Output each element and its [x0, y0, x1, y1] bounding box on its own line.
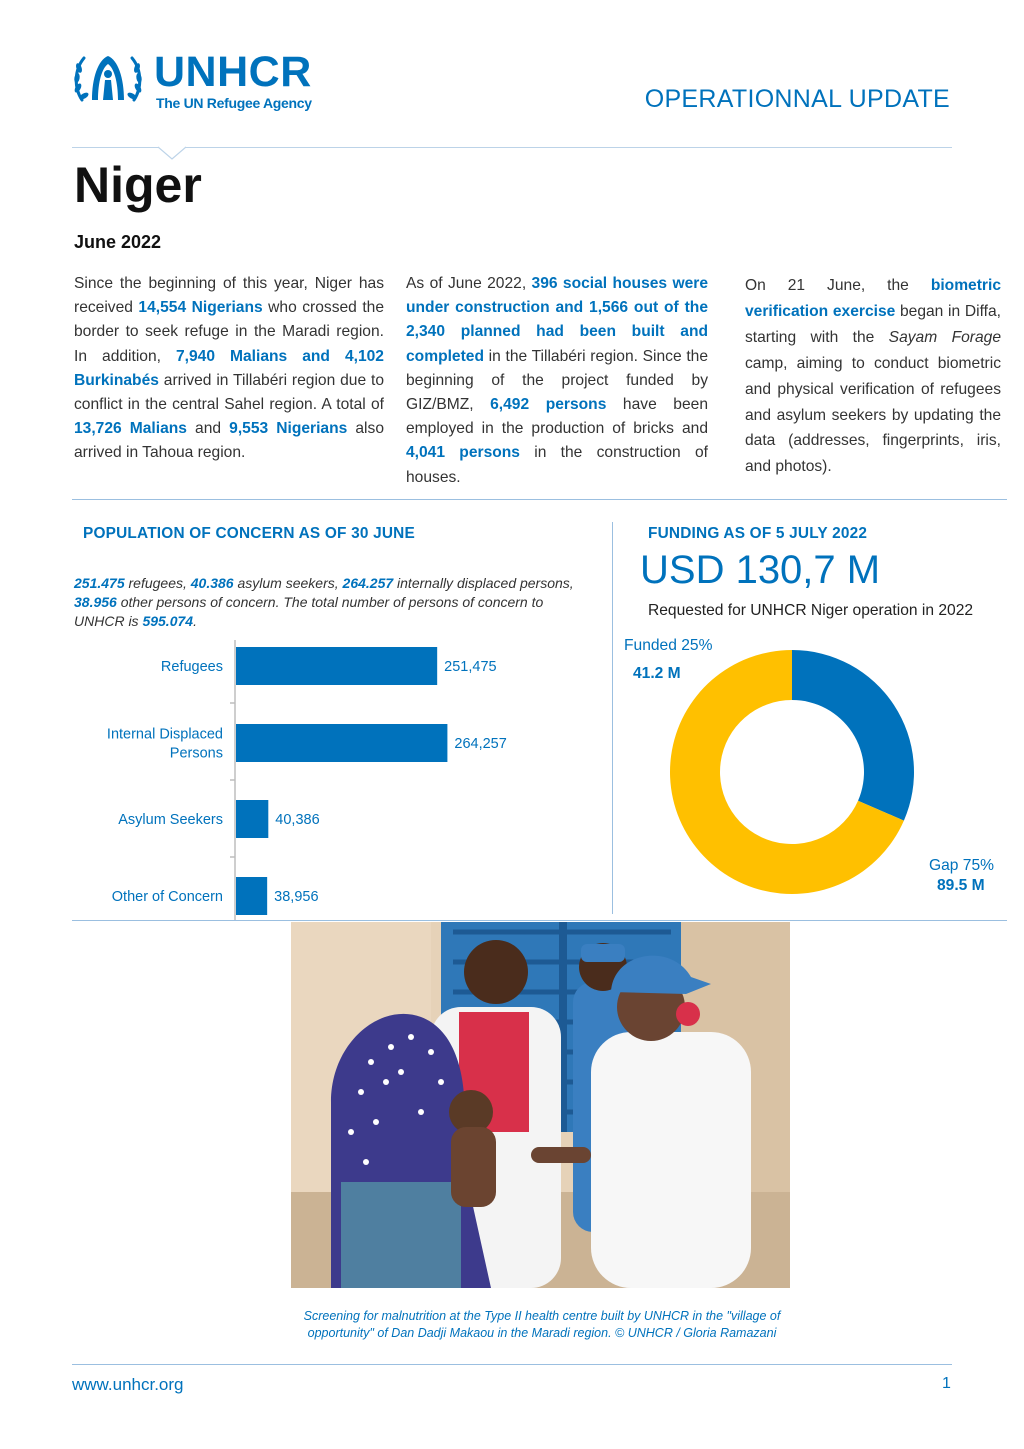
photo-caption: Screening for malnutrition at the Type II health centre built by UNHCR in the "village of opportunity" of Dan Dadji Makaou in the Maradi region. © UNHCR / Gloria Ramazani [303, 1309, 781, 1340]
text-run: asylum seekers, [233, 575, 343, 591]
text-run: began in Diffa, starting with the [745, 302, 1001, 346]
bar-value-label: 40,386 [275, 812, 320, 828]
column-separator [612, 522, 613, 914]
text-run: and [186, 420, 230, 438]
laurel-emblem-icon [72, 48, 144, 110]
funding-requested-text: Requested for UNHCR Niger operation in 2022 [648, 602, 974, 619]
bar-3 [236, 877, 267, 915]
unhcr-logo [72, 48, 342, 114]
population-heading: POPULATION OF CONCERN AS OF 30 JUNE [83, 525, 415, 542]
funded-label: Funded 25% [624, 637, 713, 654]
funding-donut-chart [660, 640, 924, 904]
text-run: . [193, 613, 197, 629]
bar-0 [236, 647, 437, 685]
funding-heading: FUNDING AS OF 5 JULY 2022 [648, 525, 868, 542]
text-run: Sayam Forage [888, 328, 1001, 346]
highlighted-figure: 7,940 Malians and 4,102 Burkinabés [74, 347, 384, 389]
text-run: camp, aiming to conduct biometric and physical verification of refugees and asylum seekers by updating the data (addresses, fingerprints, iris, and photos). [745, 354, 1001, 476]
footer-website-link[interactable]: www.unhcr.org [72, 1375, 184, 1394]
document-type: OPERATIONNAL UPDATE [644, 85, 950, 113]
funded-value: 41.2 M [633, 665, 681, 682]
bar-value-label: 38,956 [274, 889, 319, 905]
highlighted-figure: 264.257 [342, 575, 394, 591]
section-divider [72, 499, 1007, 500]
text-run: who crossed the border to seek refuge in the Maradi region. In addition, [74, 299, 384, 365]
logo-subtitle: The UN Refugee Agency [156, 95, 312, 111]
highlighted-figure: 9,553 Nigerians [229, 420, 348, 438]
intro-column-verification [745, 273, 1001, 480]
population-summary [74, 574, 574, 631]
text-run: arrived in Tillabéri region due to conflict in the central Sahel region. A total of [74, 371, 384, 414]
population-bar-chart [72, 640, 592, 920]
donut-slice-funded [792, 650, 914, 821]
bar-1 [236, 724, 447, 762]
text-run: refugees, [124, 575, 191, 591]
highlighted-figure: 251.475 [74, 575, 125, 591]
photo-illustration [291, 922, 790, 1288]
highlighted-figure: 6,492 persons [490, 396, 607, 414]
highlighted-figure: 396 social houses were under construction and 1,566 out of the 2,340 planned had been built and completed [406, 275, 709, 365]
highlighted-figure: 4,041 persons [406, 444, 520, 462]
bar-category-label: Persons [169, 745, 223, 762]
footer-divider [72, 1364, 952, 1365]
bar-category-label: Refugees [160, 659, 223, 675]
text-run: also arrived in Tahoua region. [74, 420, 384, 462]
gap-label: Gap 75% [929, 857, 995, 874]
report-date: June 2022 [74, 232, 162, 252]
section-divider-bottom [72, 920, 1007, 921]
gap-value: 89.5 M [937, 877, 985, 894]
header-divider [72, 147, 952, 148]
intro-column-arrivals [74, 272, 384, 466]
text-run: in the construction of houses. [406, 444, 708, 486]
text-run: As of June 2022, [406, 275, 532, 292]
highlighted-figure: 38.956 [74, 594, 117, 610]
bar-value-label: 251,475 [444, 659, 497, 675]
intro-column-housing [406, 272, 708, 490]
highlighted-figure: biometric verification exercise [745, 277, 1001, 320]
text-run: in the Tillabéri region. Since the beginning of the project funded by GIZ/BMZ, [406, 347, 708, 414]
text-run: Since the beginning of this year, Niger has received [74, 275, 384, 317]
highlighted-figure: 40.386 [190, 575, 234, 591]
bar-category-label: Internal Displaced [106, 726, 223, 743]
highlighted-figure: 595.074 [142, 613, 194, 629]
page-title: Niger [74, 157, 202, 213]
text-run: other persons of concern. The total number of persons of concern to UNHCR is [74, 594, 544, 629]
bar-category-label: Asylum Seekers [118, 812, 223, 828]
text-run: On 21 June, the [745, 277, 931, 294]
highlighted-figure: 13,726 Malians [74, 420, 187, 438]
funding-amount: USD 130,7 M [640, 548, 881, 592]
health-centre-photo [291, 922, 790, 1288]
bar-value-label: 264,257 [454, 736, 507, 752]
text-run: internally displaced persons, [393, 575, 574, 591]
bar-2 [236, 800, 268, 838]
bar-category-label: Other of Concern [111, 889, 223, 905]
page-number: 1 [942, 1375, 951, 1392]
logo-wordmark: UNHCR [154, 48, 312, 96]
text-run: have been employed in the production of bricks and [406, 396, 708, 438]
highlighted-figure: 14,554 Nigerians [138, 299, 263, 317]
